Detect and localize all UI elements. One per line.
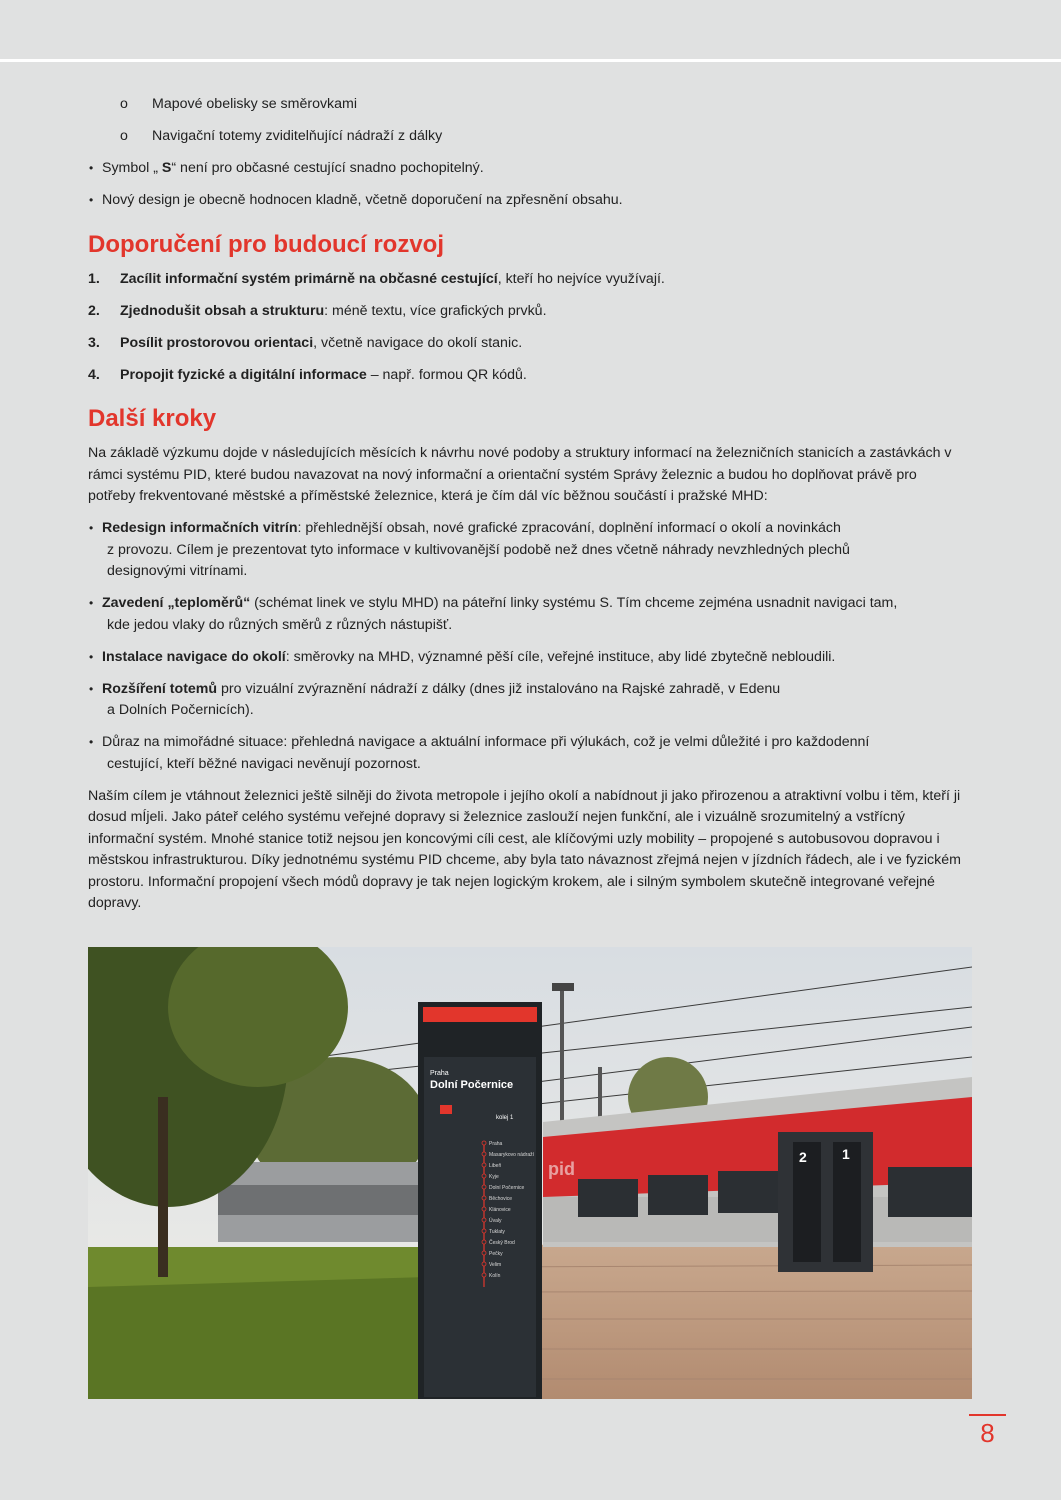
station-photo-illustration	[88, 947, 972, 1399]
next-step-text: (schémat linek ve stylu MHD) na páteřní linky systému S. Tím chceme zejména usnadnit navigaci tam,	[250, 595, 898, 611]
totem-stop-label: Masarykovo nádraží	[489, 1152, 535, 1158]
totem-stop-dot	[482, 1207, 486, 1211]
sub-bullet-text: Navigační totemy zviditelňující nádraží z dálky	[152, 128, 443, 144]
totem-stop-label: Velim	[489, 1262, 502, 1268]
sub-bullet-item	[88, 126, 968, 148]
recommendation-rest: , kteří ho nejvíce využívají.	[497, 270, 665, 287]
bullet-marker: •	[89, 161, 94, 175]
bullet-text-pre: Nový design je obecně hodnocen kladně, včetně doporučení na zpřesnění obsahu.	[102, 192, 623, 208]
recommendation-bold: Propojit fyzické a digitální informace	[120, 366, 367, 383]
totem-platform: kolej 1	[496, 1115, 514, 1121]
totem-stop-label: Klánovice	[489, 1207, 511, 1213]
sub-bullet-item	[88, 94, 968, 116]
totem-stop-dot	[482, 1251, 486, 1255]
totem-stop-label: Pečky	[489, 1251, 503, 1257]
next-step-item	[88, 647, 968, 669]
next-step-first-line	[102, 679, 968, 701]
totem-stop-label: Praha	[489, 1141, 503, 1147]
totem-stop-dot	[482, 1262, 486, 1266]
bullet-item	[88, 190, 968, 212]
next-step-text: Důraz na mimořádné situace: přehledná navigace a aktuální informace při výlukách, což je velmi důležité i pro každodenní	[102, 734, 870, 750]
bullet-marker: •	[89, 649, 94, 664]
recommendation-item	[88, 269, 968, 291]
bullet-text	[102, 190, 968, 212]
recommendation-bold: Zjednodušit obsah a strukturu	[120, 302, 325, 319]
bullet-text-bold: S	[161, 160, 172, 176]
totem-city: Praha	[430, 1070, 449, 1077]
bullet-list	[88, 158, 968, 212]
next-step-text: : směrovky na MHD, významné pěší cíle, veřejné instituce, aby lidé zbytečně nebloudili.	[285, 648, 836, 665]
next-steps-list	[88, 518, 968, 775]
recommendation-list	[88, 269, 968, 387]
bullet-marker: •	[89, 735, 94, 749]
totem-stop-dot	[482, 1218, 486, 1222]
bullet-marker: •	[89, 193, 94, 207]
bullet-text-post: “ není pro občasné cestující snadno pochopitelný.	[171, 160, 484, 176]
totem-stop-label: Dolní Počernice	[489, 1185, 525, 1191]
totem-stop-dot	[482, 1185, 486, 1189]
bullet-marker: •	[89, 521, 94, 535]
recommendation-rest: – např. formou QR kódů.	[366, 366, 527, 383]
totem-stop-label: Běchovice	[489, 1196, 513, 1202]
recommendation-number: 4.	[88, 366, 100, 383]
sub-bullet-text: Mapové obelisky se směrovkami	[152, 96, 358, 112]
next-step-continuation: designovými vitrínami.	[107, 563, 248, 579]
page-number-rule	[969, 1414, 1006, 1416]
door-number-1: 1	[842, 1146, 850, 1162]
bullet-marker: •	[89, 681, 94, 696]
next-step-continuation: z provozu. Cílem je prezentovat tyto informace v kultivovanější podobě než dnes včetně náhrady nevzhledných plechů	[107, 541, 850, 558]
next-step-bold: Instalace navigace do okolí	[102, 648, 286, 665]
recommendation-number: 1.	[88, 270, 100, 287]
recommendation-bold: Zacílit informační systém primárně na občasné cestující	[120, 270, 498, 287]
totem-station: Dolní Počernice	[430, 1079, 514, 1091]
next-step-item	[88, 518, 968, 583]
recommendation-number: 3.	[88, 334, 100, 351]
totem-stop-label: Český Brod	[489, 1240, 515, 1246]
totem-stop-label: Kolín	[489, 1273, 501, 1279]
totem-stop-label: Tuklaty	[489, 1229, 505, 1235]
next-step-first-line	[102, 518, 968, 540]
train-logo: pid	[548, 1159, 575, 1179]
next-step-bold: Rozšíření totemů	[102, 680, 218, 697]
totem-stop-dot	[482, 1196, 486, 1200]
next-step-first-line	[102, 732, 968, 754]
top-rule	[0, 59, 1061, 62]
heading-next-steps: Další kroky	[88, 405, 217, 432]
totem-stop-dot	[482, 1141, 486, 1145]
next-step-continuation: kde jedou vlaky do různých směrů z různých nástupišť.	[107, 616, 453, 633]
bullet-text	[102, 158, 968, 180]
closing-paragraph: Naším cílem je vtáhnout železnici ještě silněji do života metropole i jejího okolí a nabídnout ji jako přirozenou a atraktivní volbu i těm, kteří ji dosud mÍjeli. Jako páteř celého systému veřejné dopravy si železnice zaslouží nejen funkční, ale i vizuálně srozumitelný a vstřícný informační systém. Mnohé stanice totiž nejsou jen koncovými cíli cest, ale klíčovými uzly mobility – propojené s autobusovou dopravou i městskou infrastrukturou. Díky jednotnému systému PID chceme, aby byla tato návaznost zřejmá nejen v jízdních řádech, ale i ve fyzickém prostoru. Informační propojení všech módů dopravy je tak nejen logickým krokem, ale i silným symbolem skutečně integrované veřejné dopravy.	[88, 787, 961, 911]
next-step-continuation: cestující, kteří běžné navigaci nevěnují pozornost.	[107, 755, 421, 772]
bullet-item	[88, 158, 968, 180]
next-step-text: pro vizuální zvýraznění nádraží z dálky (dnes již instalováno na Rajské zahradě, v Edenu	[217, 680, 781, 697]
bullet-marker: •	[89, 596, 94, 610]
recommendation-item	[88, 333, 968, 355]
totem-stop-dot	[482, 1229, 486, 1233]
next-step-text: : přehlednější obsah, nové grafické zpracování, doplnění informací o okolí a novinkách	[297, 520, 841, 536]
totem-stop-dot	[482, 1240, 486, 1244]
next-step-bold: Zavedení „teploměrů“	[102, 595, 251, 611]
totem-stop-label: Libeň	[489, 1163, 502, 1169]
station-photo	[88, 947, 972, 1399]
next-step-item	[88, 732, 968, 775]
bullet-text-pre: Symbol „	[102, 160, 162, 176]
totem-stop-dot	[482, 1163, 486, 1167]
next-step-item	[88, 679, 968, 722]
heading-recommendations: Doporučení pro budoucí rozvoj	[88, 230, 444, 258]
recommendation-item	[88, 301, 968, 323]
next-step-first-line	[102, 647, 968, 669]
intro-paragraph: Na základě výzkumu dojde v následujících měsících k návrhu nové podoby a struktury informací na železničních stanicích a zastávkách v rámci systému PID, které budou navazovat na nový informační a orientační systém Správy železnic a budou ho doplňovat právě pro potřeby frekventované městské a příměstské železnice, která je čím dál víc běžnou součástí i pražské MHD:	[88, 445, 952, 504]
next-step-first-line	[102, 593, 968, 615]
sub-bullet-list	[88, 94, 968, 148]
totem-stop-label: Úvaly	[489, 1218, 502, 1224]
next-step-item	[88, 593, 968, 636]
recommendation-rest: , včetně navigace do okolí stanic.	[313, 334, 523, 351]
door-number-2: 2	[799, 1149, 807, 1165]
recommendation-bold: Posílit prostorovou orientaci	[120, 334, 314, 351]
recommendation-number: 2.	[88, 302, 100, 319]
recommendation-rest: : méně textu, více grafických prvků.	[324, 302, 547, 319]
content	[88, 94, 968, 925]
recommendation-item	[88, 365, 968, 387]
totem-stop-dot	[482, 1174, 486, 1178]
totem-stop-dot	[482, 1273, 486, 1277]
sub-bullet-marker: o	[120, 96, 128, 112]
sub-bullet-marker: o	[120, 128, 128, 144]
next-step-continuation: a Dolních Počernicích).	[107, 702, 254, 718]
totem-stop-label: Kyje	[489, 1174, 499, 1180]
totem-stop-dot	[482, 1152, 486, 1156]
page-number: 8	[980, 1418, 995, 1448]
next-step-bold: Redesign informačních vitrín	[102, 520, 298, 536]
